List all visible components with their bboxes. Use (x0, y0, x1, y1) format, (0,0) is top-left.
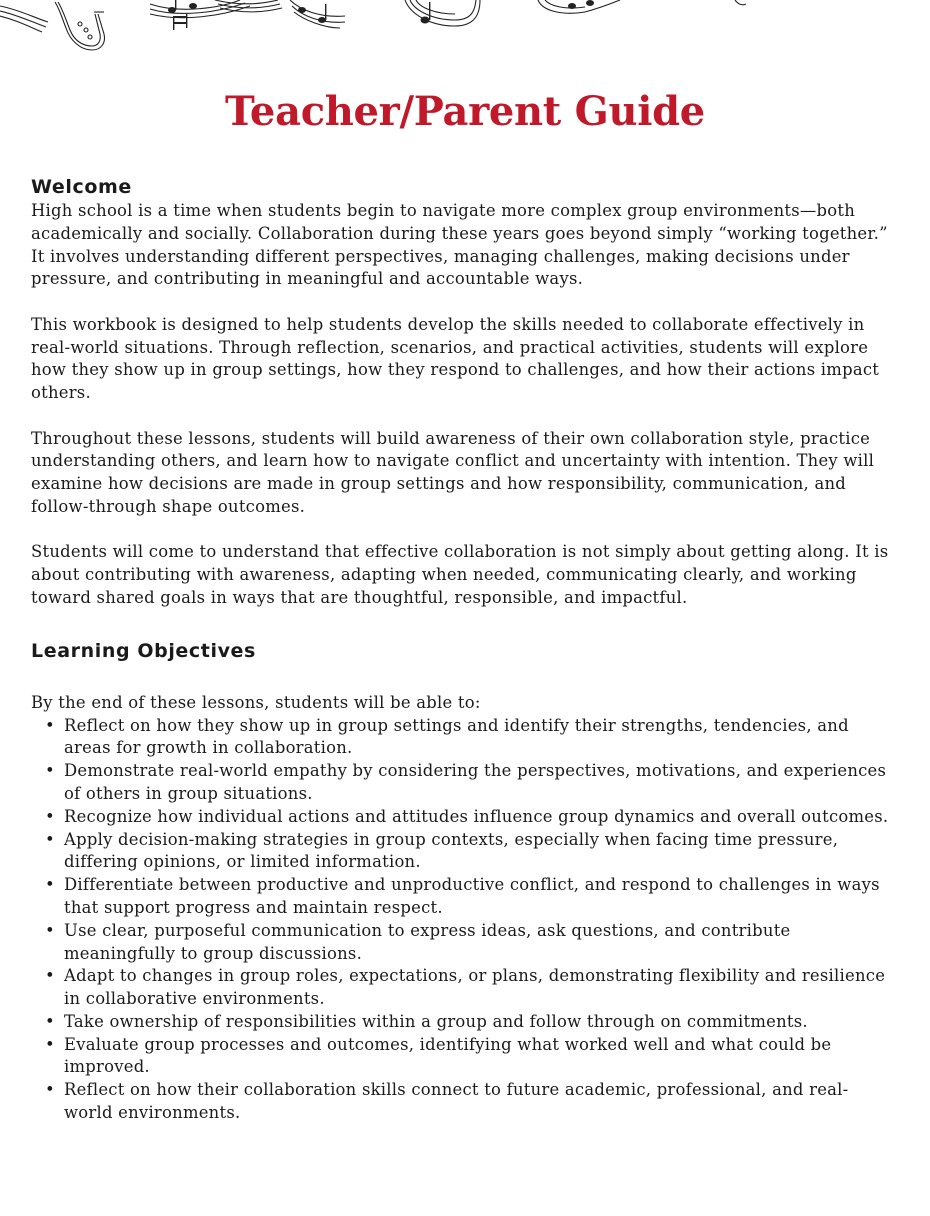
objective-text: Take ownership of responsibilities within a group and follow through on commitments. (64, 1011, 808, 1031)
objective-text: Demonstrate real-world empathy by considering the perspectives, motivations, and experiences of others in group situations. (64, 761, 887, 803)
bullet-icon: • (45, 966, 55, 986)
objective-text: Evaluate group processes and outcomes, identifying what worked well and what could be improved. (64, 1034, 832, 1077)
objective-item (45, 829, 891, 875)
music-note-icon (168, 0, 594, 30)
welcome-paragraph: This workbook is designed to help students develop the skills needed to collaborate effectively in real-world situations. Through reflection, scenarios, and practical activities, students will explore how they show up in group settings, how they respond to challenges, and how their actions impact others. (31, 314, 880, 403)
saxophone-icon (55, 2, 105, 50)
bullet-icon: • (45, 806, 55, 826)
welcome-heading: Welcome (31, 176, 132, 198)
objective-item (45, 965, 891, 1011)
welcome-section (31, 174, 891, 610)
objectives-list (31, 715, 891, 1125)
objective-text: Use clear, purposeful communication to express ideas, ask questions, and contribute meaningfully to group discussions. (64, 920, 791, 963)
objectives-section (31, 638, 891, 1125)
music-staff-banner-icon (0, 0, 930, 60)
guide-content (31, 174, 891, 1125)
bullet-icon: • (45, 1034, 55, 1054)
objective-text: Differentiate between productive and unproductive conflict, and respond to challenges in ways that support progress and maintain respect. (64, 875, 880, 917)
objective-text: Reflect on how they show up in group settings and identify their strengths, tendencies, and areas for growth in collaboration. (64, 715, 849, 758)
bullet-icon: • (45, 761, 55, 781)
page-title: Teacher/Parent Guide (225, 88, 705, 135)
objective-item (45, 1011, 891, 1034)
objective-item (45, 715, 891, 761)
bullet-icon: • (45, 1080, 55, 1100)
welcome-paragraph: Students will come to understand that effective collaboration is not simply about getting along. It is about contributing with awareness, adapting when needed, communicating clearly, and working toward shared goals in ways that are thoughtful, responsible, and impactful. (31, 542, 889, 607)
objective-item (45, 1079, 891, 1125)
welcome-paragraph: Throughout these lessons, students will build awareness of their own collaboration style, practice understanding others, and learn how to navigate conflict and uncertainty with intention. They will examine how decisions are made in group settings and how responsibility, communication, and follow-through shape outcomes. (31, 428, 875, 516)
objectives-intro: By the end of these lessons, students will be able to: (31, 692, 481, 712)
objective-item (45, 874, 891, 920)
objective-text: Recognize how individual actions and attitudes influence group dynamics and overall outcomes. (64, 806, 889, 826)
objective-item (45, 1034, 891, 1080)
objective-item (45, 760, 891, 806)
objective-item (45, 806, 891, 829)
bullet-icon: • (45, 875, 55, 895)
bullet-icon: • (45, 1011, 55, 1031)
bullet-icon: • (45, 920, 55, 940)
objectives-heading: Learning Objectives (31, 639, 256, 662)
objective-text: Adapt to changes in group roles, expectations, or plans, demonstrating flexibility and resilience in collaborative environments. (64, 966, 886, 1009)
objective-item (45, 920, 891, 966)
welcome-paragraph: High school is a time when students begin to navigate more complex group environments—both academically and socially. Collaboration during these years goes beyond simply “working together.” It involves understanding different perspectives, managing challenges, making decisions under pressure, and contributing in meaningful and accountable ways. (31, 201, 888, 289)
objective-text: Apply decision-making strategies in group contexts, especially when facing time pressure, differing opinions, or limited information. (64, 829, 839, 872)
objective-text: Reflect on how their collaboration skills connect to future academic, professional, and real-world environments. (64, 1080, 849, 1123)
bullet-icon: • (45, 829, 55, 849)
bullet-icon: • (45, 715, 55, 735)
